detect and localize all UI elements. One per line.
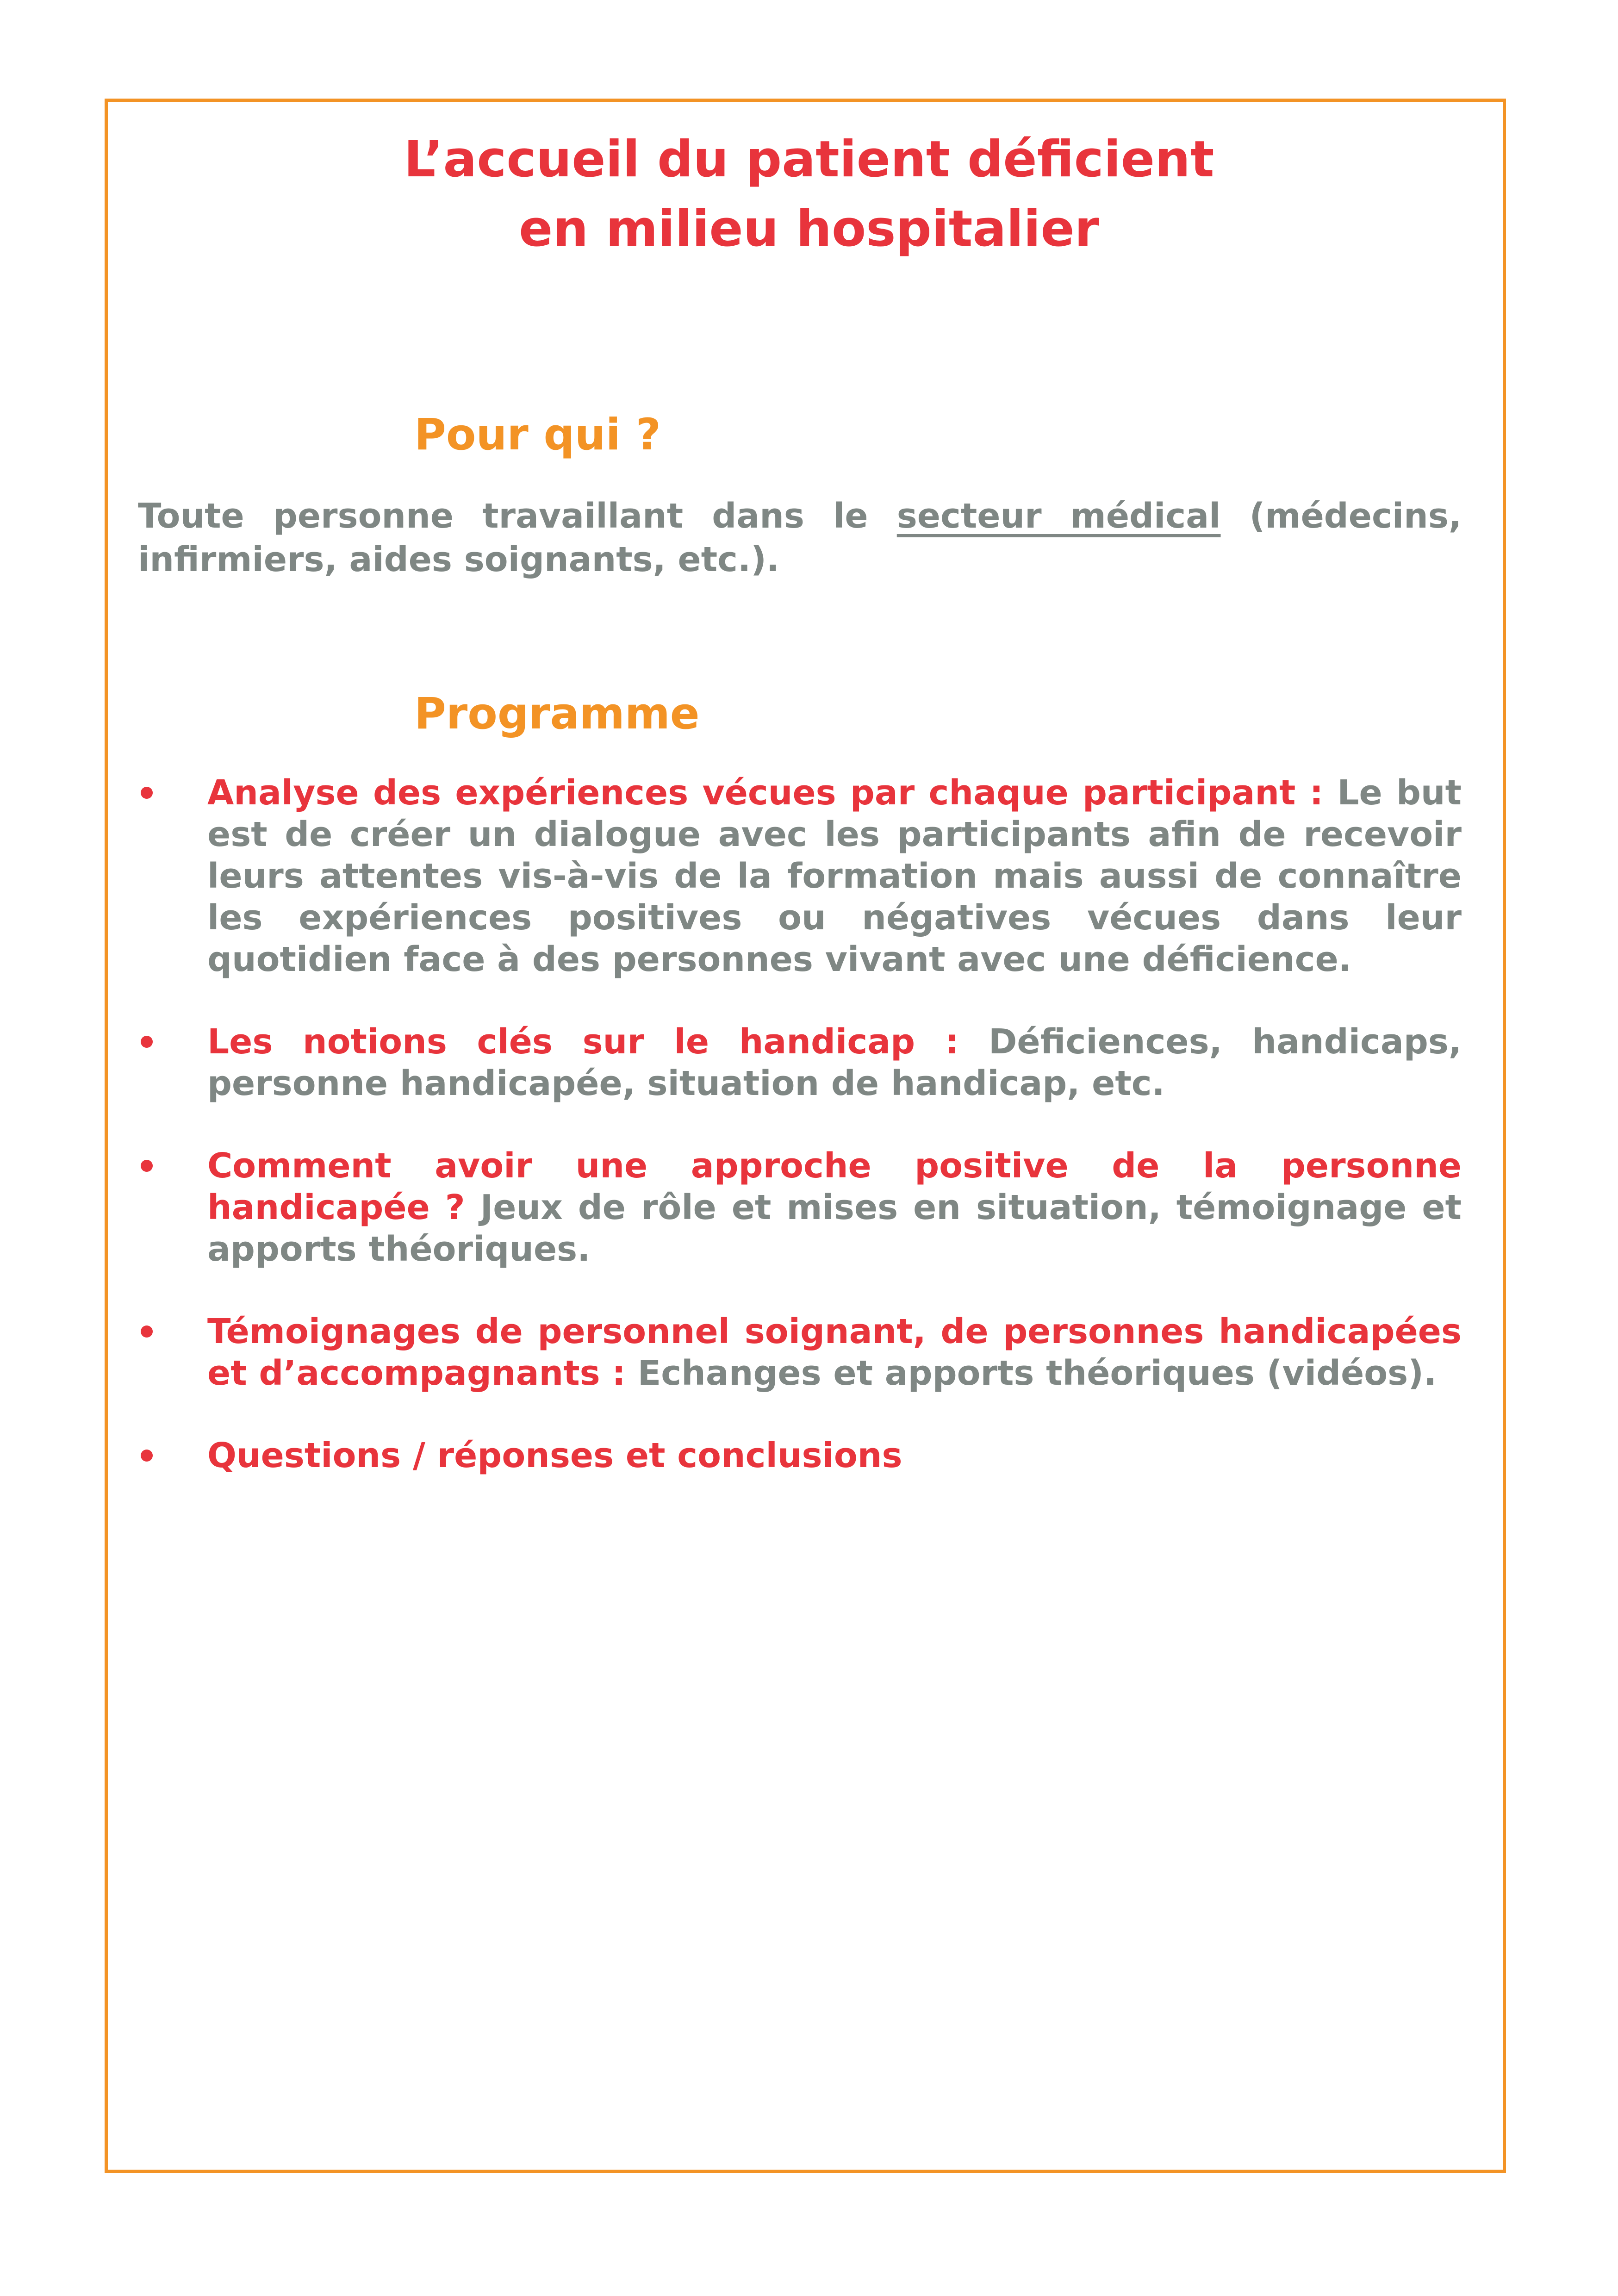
audience-text-end: (médecins, infirmiers, aides soignants, etc.). — [138, 496, 1462, 579]
title-line-1: L’accueil du patient déficient — [404, 131, 1214, 188]
bullet-icon — [141, 1036, 153, 1048]
program-item-description: Déficiences, handicaps, personne handicapée, situation de handicap, etc. — [207, 1022, 1462, 1103]
program-list — [138, 772, 1462, 1517]
bullet-icon — [141, 787, 153, 799]
program-item — [138, 1311, 1462, 1394]
program-item — [138, 1435, 1462, 1476]
audience-text-start: Toute personne travaillant dans le — [138, 496, 897, 536]
audience-heading: Pour qui ? — [414, 410, 661, 460]
program-item-lead: Les notions clés sur le handicap : — [207, 1022, 989, 1062]
bullet-icon — [141, 1325, 153, 1338]
program-item — [138, 1145, 1462, 1270]
program-item-description: Jeux de rôle et mises en situation, témoignage et apports théoriques. — [207, 1188, 1462, 1269]
audience-text-underlined: secteur médical — [896, 496, 1221, 536]
program-item — [138, 772, 1462, 980]
program-item-lead: Analyse des expériences vécues par chaque participant : — [207, 773, 1338, 813]
program-item-lead: Témoignages de personnel soignant, de personnes handicapées et d’accompagnants : — [207, 1312, 1462, 1393]
title-line-2: en milieu hospitalier — [519, 200, 1099, 258]
bullet-icon — [141, 1450, 153, 1462]
bullet-icon — [141, 1160, 153, 1172]
program-item-lead: Comment avoir une approche positive de la personne handicapée ? — [207, 1146, 1462, 1227]
program-item-description: Echanges et apports théoriques (vidéos). — [637, 1353, 1437, 1393]
document-title — [0, 125, 1618, 264]
audience-description — [138, 494, 1462, 581]
program-item-description: Le but est de créer un dialogue avec les participants afin de recevoir leurs attentes vis-à-vis de la formation mais aussi de connaître les expériences positives ou négatives vécues dans leur quotidien face à des personnes vivant avec une déficience. — [207, 773, 1462, 979]
program-item-lead: Questions / réponses et conclusions — [207, 1436, 902, 1475]
program-heading: Programme — [414, 689, 700, 739]
program-item — [138, 1021, 1462, 1104]
